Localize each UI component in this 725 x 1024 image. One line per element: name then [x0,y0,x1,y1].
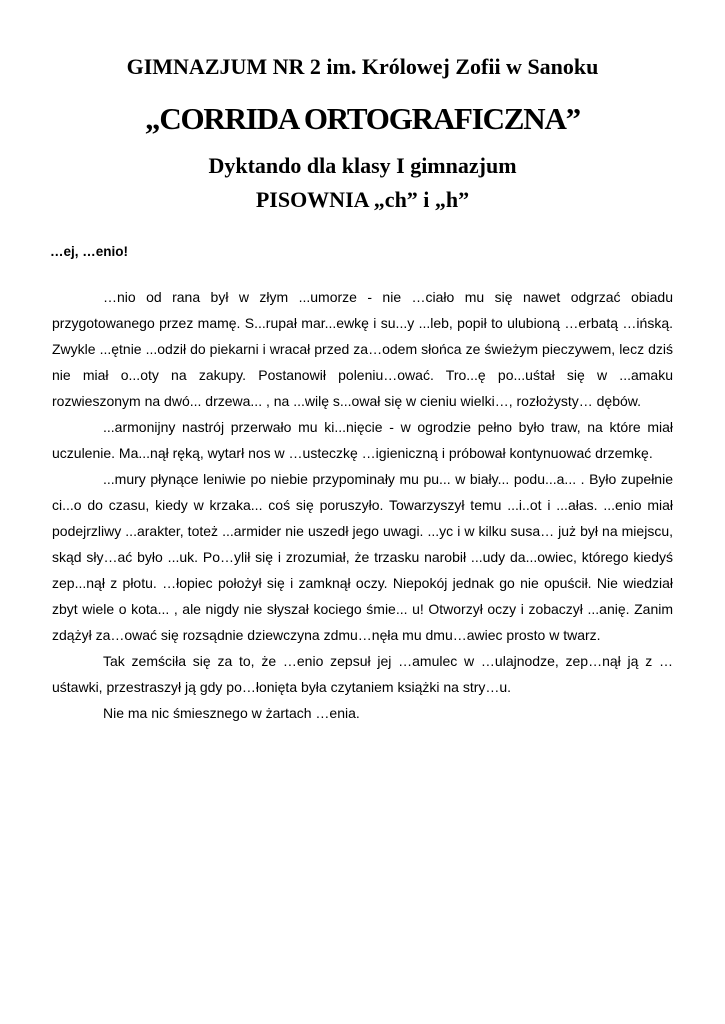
document-topic: PISOWNIA „ch” i „h” [255,187,470,212]
paragraph: Nie ma nic śmiesznego w żartach …enia. [103,705,360,721]
paragraph: Tak zemściła się za to, że …enio zepsuł jej …amulec w …ulajnodze, zep…nął ją z …uśtawki, przestraszył ją gdy po…łonięta była czytaniem książki na stry…u. [52,653,673,695]
document-subtitle: Dyktando dla klasy I gimnazjum [208,153,517,178]
school-name: GIMNAZJUM NR 2 im. Królowej Zofii w Sanoku [126,54,599,79]
paragraph: ...mury płynące leniwie po niebie przypominały mu pu... w biały... podu...a... . Było zupełnie ci...o do czasu, kiedy w krzaka... coś się poruszyło. Towarzyszył temu ...i..ot i ...ałas. ...enio miał podejrzliwy ...arakter, toteż ...armider nie uszedł jego uwagi. ...yc i w kilku susa… już był na miejscu, skąd sły…ać było ...uk. Po…ylił się i zrozumiał, że trzasku narobił ...udy da...owiec, którego kiedyś zep...nął z płotu. …łopiec położył się i zamknął oczy. Niepokój jednak go nie opuścił. Nie wiedział zbyt wiele o kota... , ale nigdy nie słyszał kociego śmie... u! Otworzył oczy i zobaczył ...anię. Zanim zdążył za…ować się rozsądnie dziewczyna zdmu…nęła mu dmu…awiec prosto w twarz. [52,471,673,643]
paragraph: ...armonijny nastrój przerwało mu ki...nięcie - w ogrodzie pełno było traw, na które miał uczulenie. Ma...nął ręką, wytarł nos w …usteczkę …igieniczną i próbował kontynuować drzemkę. [52,419,673,461]
paragraph: …nio od rana był w złym ...umorze - nie …ciało mu się nawet odgrzać obiadu przygotowanego przez mamę. S...rupał mar...ewkę i su...y ...leb, popił to ulubioną …erbatą …ińską. Zwykle ...ętnie ...odził do piekarni i wracał przed za…odem słońca ze świeżym pieczywem, lecz dziś nie miał o...oty na zakupy. Postanowił poleniu…ować. Tro...ę po...uśtał się w ...amaku rozwieszonym na dwó... drzewa... , na ...wilę s...ował się w cieniu wielki…, rozłożysty… dębów. [52,289,673,409]
greeting: …ej, …enio! [50,244,129,259]
dictation-body [52,284,673,726]
document-title: „CORRIDA ORTOGRAFICZNA” [145,101,580,136]
